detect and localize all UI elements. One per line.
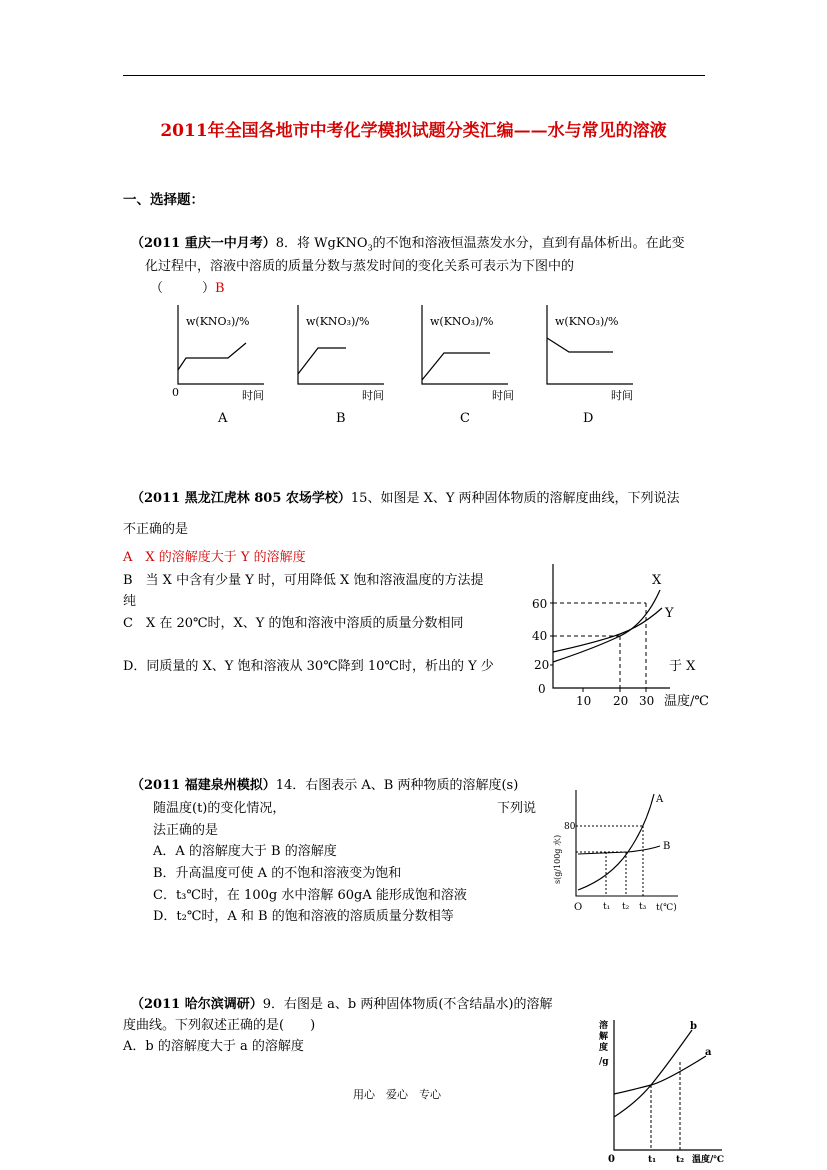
question-3-stem2-tail: 下列说 bbox=[497, 801, 537, 816]
document-title: 2011年全国各地市中考化学模拟试题分类汇编——水与常见的溶液 bbox=[160, 121, 667, 141]
graph-xlabel: 时间 bbox=[492, 389, 514, 402]
ytick: 60 bbox=[532, 597, 548, 611]
question-source: （2011 黑龙江虎林 805 农场学校） bbox=[131, 491, 351, 506]
curve-x-label: X bbox=[652, 573, 662, 588]
q1-graphs bbox=[150, 300, 660, 435]
curve-x bbox=[553, 590, 660, 662]
xtick: t₂ bbox=[622, 902, 630, 912]
curve-a-label: A bbox=[656, 794, 664, 805]
graph-origin: 0 bbox=[172, 386, 179, 399]
graph-a bbox=[172, 305, 264, 426]
curve-b-label: b bbox=[690, 1021, 697, 1032]
option-c: C．t₃℃时，在 100g 水中溶解 60gA 能形成饱和溶液 bbox=[153, 888, 467, 903]
curve-b-label: B bbox=[663, 841, 671, 852]
graph-ylabel: w(KNO₃)/% bbox=[555, 315, 619, 328]
graph-d bbox=[547, 305, 633, 426]
xtick: t₁ bbox=[603, 902, 611, 912]
option-b: B．升高温度可使 A 的不饱和溶液变为饱和 bbox=[153, 866, 402, 881]
question-text-cont: 的不饱和溶液恒温蒸发水分，直到有晶体析出。在此变 bbox=[372, 236, 685, 251]
question-text: 8．将 WgKNO bbox=[275, 236, 368, 251]
question-1-line2: 化过程中，溶液中溶质的质量分数与蒸发时间的变化关系可表示为下图中的 bbox=[145, 259, 575, 274]
question-1-answer-line bbox=[150, 277, 225, 296]
xtick: t₁ bbox=[648, 1155, 657, 1165]
q2-solubility-chart bbox=[520, 560, 720, 710]
answer-paren: （ ） bbox=[150, 281, 216, 296]
ylabel-char: 度 bbox=[599, 1043, 609, 1053]
ylabel-char: 解 bbox=[599, 1032, 609, 1042]
option-c: C X 在 20℃时，X、Y 的饱和溶液中溶质的质量分数相同 bbox=[123, 616, 464, 631]
subscript: 3 bbox=[367, 243, 373, 253]
curve-b bbox=[578, 846, 660, 854]
y80: 80 bbox=[564, 822, 576, 832]
q4-solubility-chart bbox=[592, 1012, 732, 1170]
xtick: 10 bbox=[576, 694, 592, 708]
ylabel-char: /g bbox=[599, 1057, 609, 1067]
page-footer: 用心 爱心 专心 bbox=[353, 1088, 441, 1101]
ytick: 0 bbox=[538, 682, 546, 696]
graph-label: C bbox=[460, 411, 470, 426]
option-d: D．同质量的 X、Y 饱和溶液从 30℃降到 10℃时，析出的 Y 少 bbox=[123, 659, 494, 674]
ylabel: s(g/100g 水) bbox=[553, 834, 562, 884]
option-a: A X 的溶解度大于 Y 的溶解度 bbox=[123, 550, 306, 565]
question-text: 15、如图是 X、Y 两种固体物质的溶解度曲线，下列说法 bbox=[350, 491, 680, 506]
origin: O bbox=[574, 902, 583, 913]
graph-c bbox=[422, 305, 514, 426]
question-3 bbox=[131, 774, 518, 793]
question-4 bbox=[131, 993, 552, 1012]
question-source: （2011 哈尔滨调研） bbox=[131, 997, 263, 1012]
option-a: A．b 的溶解度大于 a 的溶解度 bbox=[123, 1039, 304, 1054]
graph-xlabel: 时间 bbox=[611, 389, 633, 402]
question-3-stem3: 法正确的是 bbox=[153, 823, 219, 838]
question-source: （2011 福建泉州模拟） bbox=[131, 778, 276, 793]
header-rule bbox=[123, 75, 705, 76]
graph-xlabel: 时间 bbox=[362, 389, 384, 402]
xlabel: 温度/℃ bbox=[692, 1155, 725, 1165]
graph-ylabel: w(KNO₃)/% bbox=[186, 315, 250, 328]
xtick: t₃ bbox=[639, 902, 647, 912]
question-source: （2011 重庆一中月考） bbox=[131, 236, 276, 251]
option-b-cont: 纯 bbox=[123, 594, 137, 609]
xlabel: t(℃) bbox=[656, 903, 677, 913]
xtick: 20 bbox=[613, 694, 629, 708]
question-1 bbox=[131, 232, 685, 253]
option-a: A．A 的溶解度大于 B 的溶解度 bbox=[153, 844, 337, 859]
question-2 bbox=[131, 487, 680, 506]
answer: B bbox=[215, 281, 225, 296]
ytick: 20 bbox=[534, 658, 550, 672]
graph-ylabel: w(KNO₃)/% bbox=[306, 315, 370, 328]
xtick: 30 bbox=[639, 694, 655, 708]
question-2-stem: 不正确的是 bbox=[123, 522, 189, 537]
graph-b bbox=[298, 305, 384, 426]
graph-ylabel: w(KNO₃)/% bbox=[430, 315, 494, 328]
question-3-stem2: 随温度(t)的变化情况， bbox=[153, 801, 286, 816]
graph-label: B bbox=[336, 411, 346, 426]
option-d: D．t₂℃时，A 和 B 的饱和溶液的溶质质量分数相等 bbox=[153, 909, 454, 924]
ytick: 40 bbox=[532, 629, 548, 643]
graph-label: D bbox=[583, 411, 594, 426]
xlabel: 温度/℃ bbox=[664, 694, 709, 709]
xtick: t₂ bbox=[676, 1155, 685, 1165]
ylabel-char: 溶 bbox=[599, 1021, 609, 1031]
option-d-tail: 于 X bbox=[669, 659, 696, 674]
option-b: B 当 X 中含有少量 Y 时，可用降低 X 饱和溶液温度的方法提 bbox=[123, 573, 484, 588]
q3-solubility-chart bbox=[548, 786, 708, 922]
question-text: 9．右图是 a、b 两种固体物质(不含结晶水)的溶解 bbox=[262, 997, 553, 1012]
question-4-stem2: 度曲线。下列叙述正确的是( ) bbox=[123, 1018, 316, 1033]
section-heading: 一、选择题： bbox=[123, 192, 204, 208]
curve-a bbox=[614, 1056, 706, 1094]
graph-label: A bbox=[218, 411, 228, 426]
question-text: 14．右图表示 A、B 两种物质的溶解度(s) bbox=[275, 778, 519, 793]
graph-xlabel: 时间 bbox=[242, 389, 264, 402]
origin: 0 bbox=[608, 1154, 615, 1165]
curve-a-label: a bbox=[705, 1047, 712, 1058]
curve-y-label: Y bbox=[665, 606, 674, 621]
